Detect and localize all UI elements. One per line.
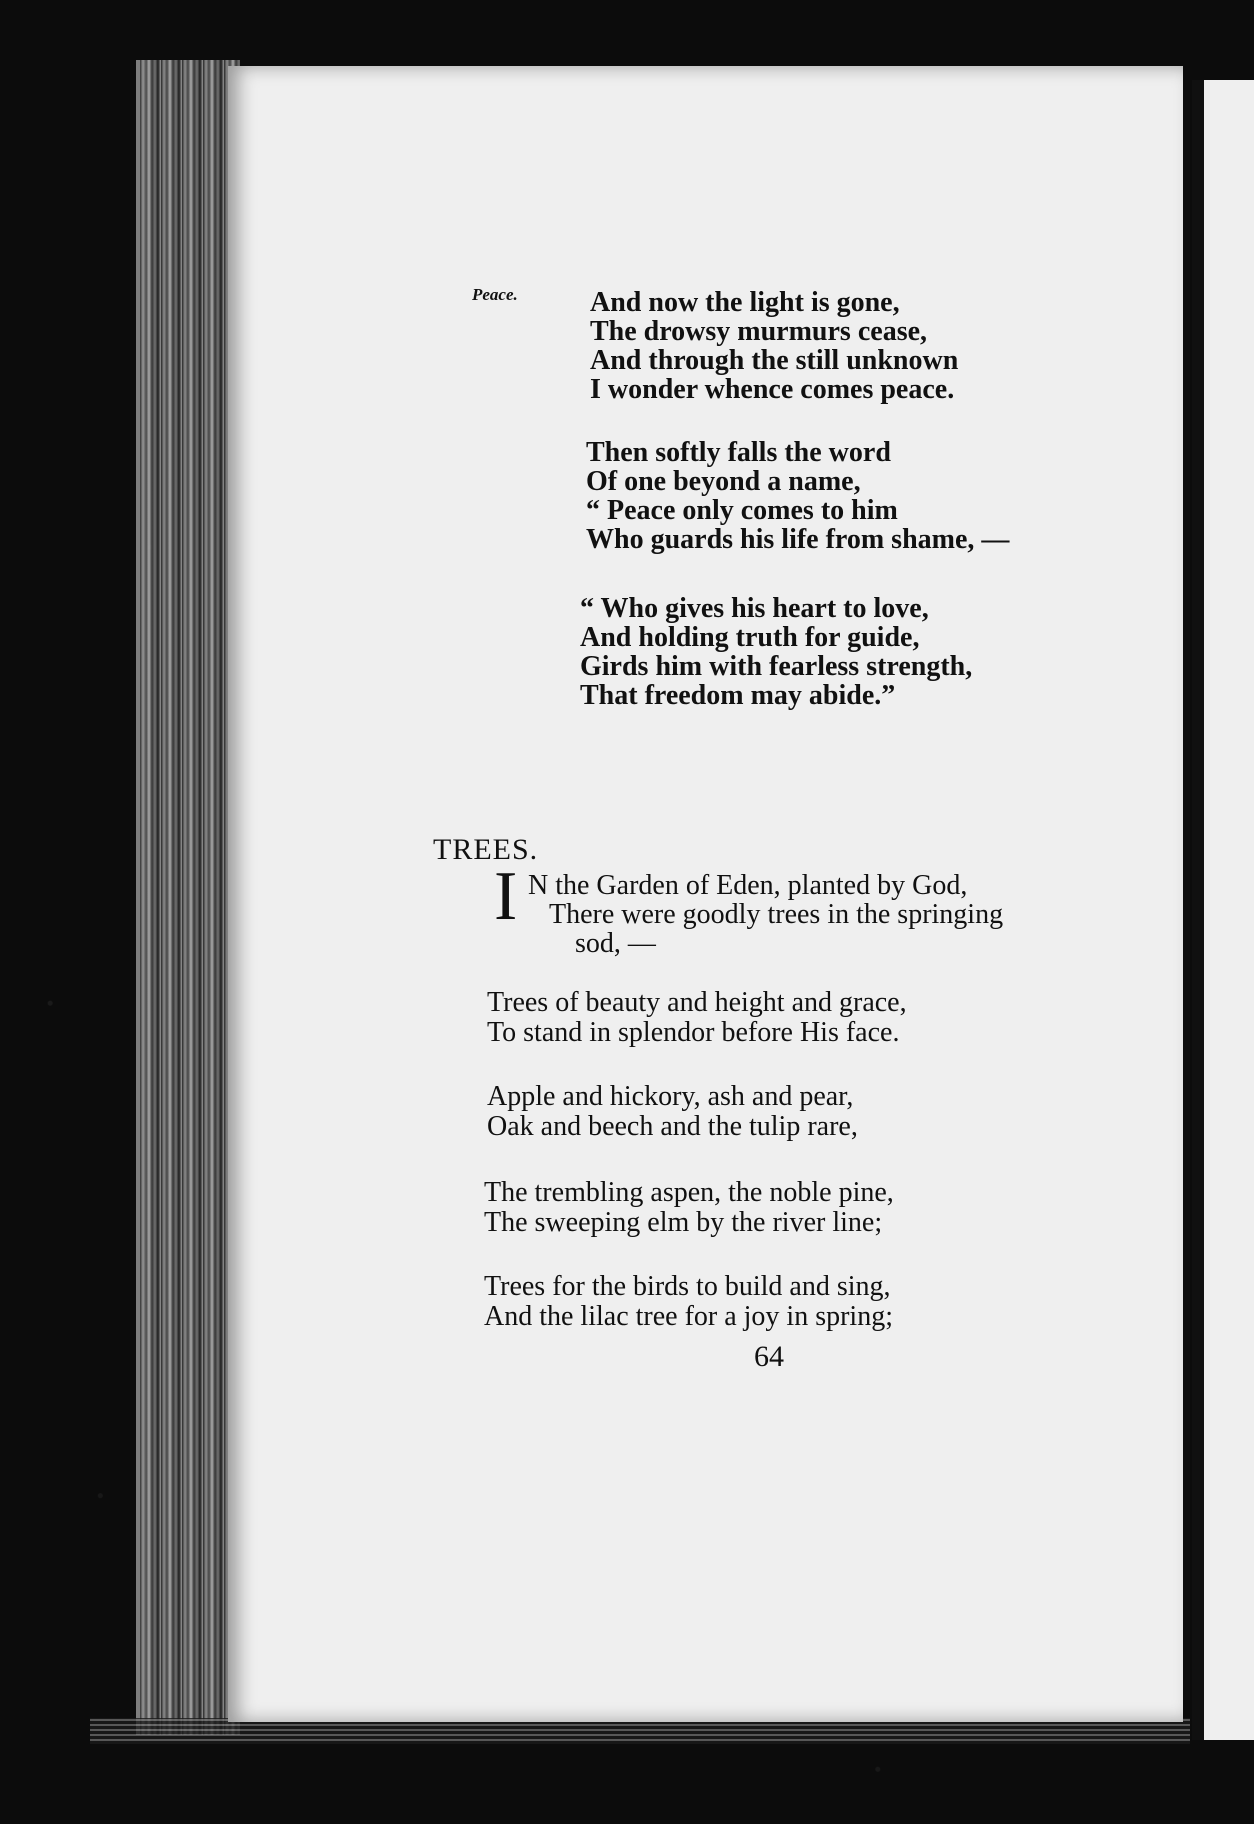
drop-cap: I bbox=[494, 858, 518, 935]
book-page-edges bbox=[140, 60, 240, 1735]
poem-line: Then softly falls the word bbox=[586, 437, 891, 468]
poem-line: There were goodly trees in the springing bbox=[549, 899, 1004, 930]
margin-note: Peace. bbox=[472, 285, 518, 304]
poem-line: Oak and beech and the tulip rare, bbox=[487, 1111, 858, 1142]
trees-stanza-3 bbox=[487, 1082, 858, 1142]
poem-line: To stand in splendor before His face. bbox=[487, 1017, 900, 1048]
trees-stanza-5 bbox=[484, 1272, 893, 1332]
peace-stanza-3 bbox=[580, 594, 972, 710]
facing-page-edge bbox=[1192, 80, 1254, 1740]
poem-line: Trees for the birds to build and sing, bbox=[484, 1271, 891, 1302]
peace-stanza-2 bbox=[586, 438, 1009, 554]
poem-line: Who guards his life from shame, — bbox=[586, 524, 1010, 555]
peace-stanza-1 bbox=[590, 288, 958, 404]
poem-line: And through the still unknown bbox=[590, 345, 959, 376]
poem-line: The sweeping elm by the river line; bbox=[484, 1207, 883, 1238]
poem-line: Girds him with fearless strength, bbox=[580, 651, 973, 682]
page-number: 64 bbox=[754, 1340, 784, 1373]
trees-second-line bbox=[549, 900, 1003, 929]
poem-line: Apple and hickory, ash and pear, bbox=[487, 1081, 854, 1112]
poem-line: Of one beyond a name, bbox=[586, 466, 861, 497]
trees-first-line bbox=[528, 871, 967, 900]
trees-third-line bbox=[575, 929, 656, 958]
poem-line: And the lilac tree for a joy in spring; bbox=[484, 1301, 893, 1332]
poem-line: “ Who gives his heart to love, bbox=[580, 593, 929, 624]
trees-stanza-4 bbox=[484, 1178, 894, 1238]
poem-line: And now the light is gone, bbox=[590, 287, 900, 318]
poem-line: The drowsy murmurs cease, bbox=[590, 316, 928, 347]
poem-line: The trembling aspen, the noble pine, bbox=[484, 1177, 894, 1208]
poem-line: “ Peace only comes to him bbox=[586, 495, 898, 526]
poem-line: That freedom may abide.” bbox=[580, 680, 896, 711]
trees-stanza-2 bbox=[487, 988, 907, 1048]
poem-line: sod, — bbox=[575, 928, 656, 959]
poem-title: TREES. bbox=[433, 833, 539, 866]
poem-line: I wonder whence comes peace. bbox=[590, 374, 955, 405]
poem-line: N the Garden of Eden, planted by God, bbox=[528, 870, 968, 901]
poem-line: And holding truth for guide, bbox=[580, 622, 920, 653]
poem-line: Trees of beauty and height and grace, bbox=[487, 987, 907, 1018]
